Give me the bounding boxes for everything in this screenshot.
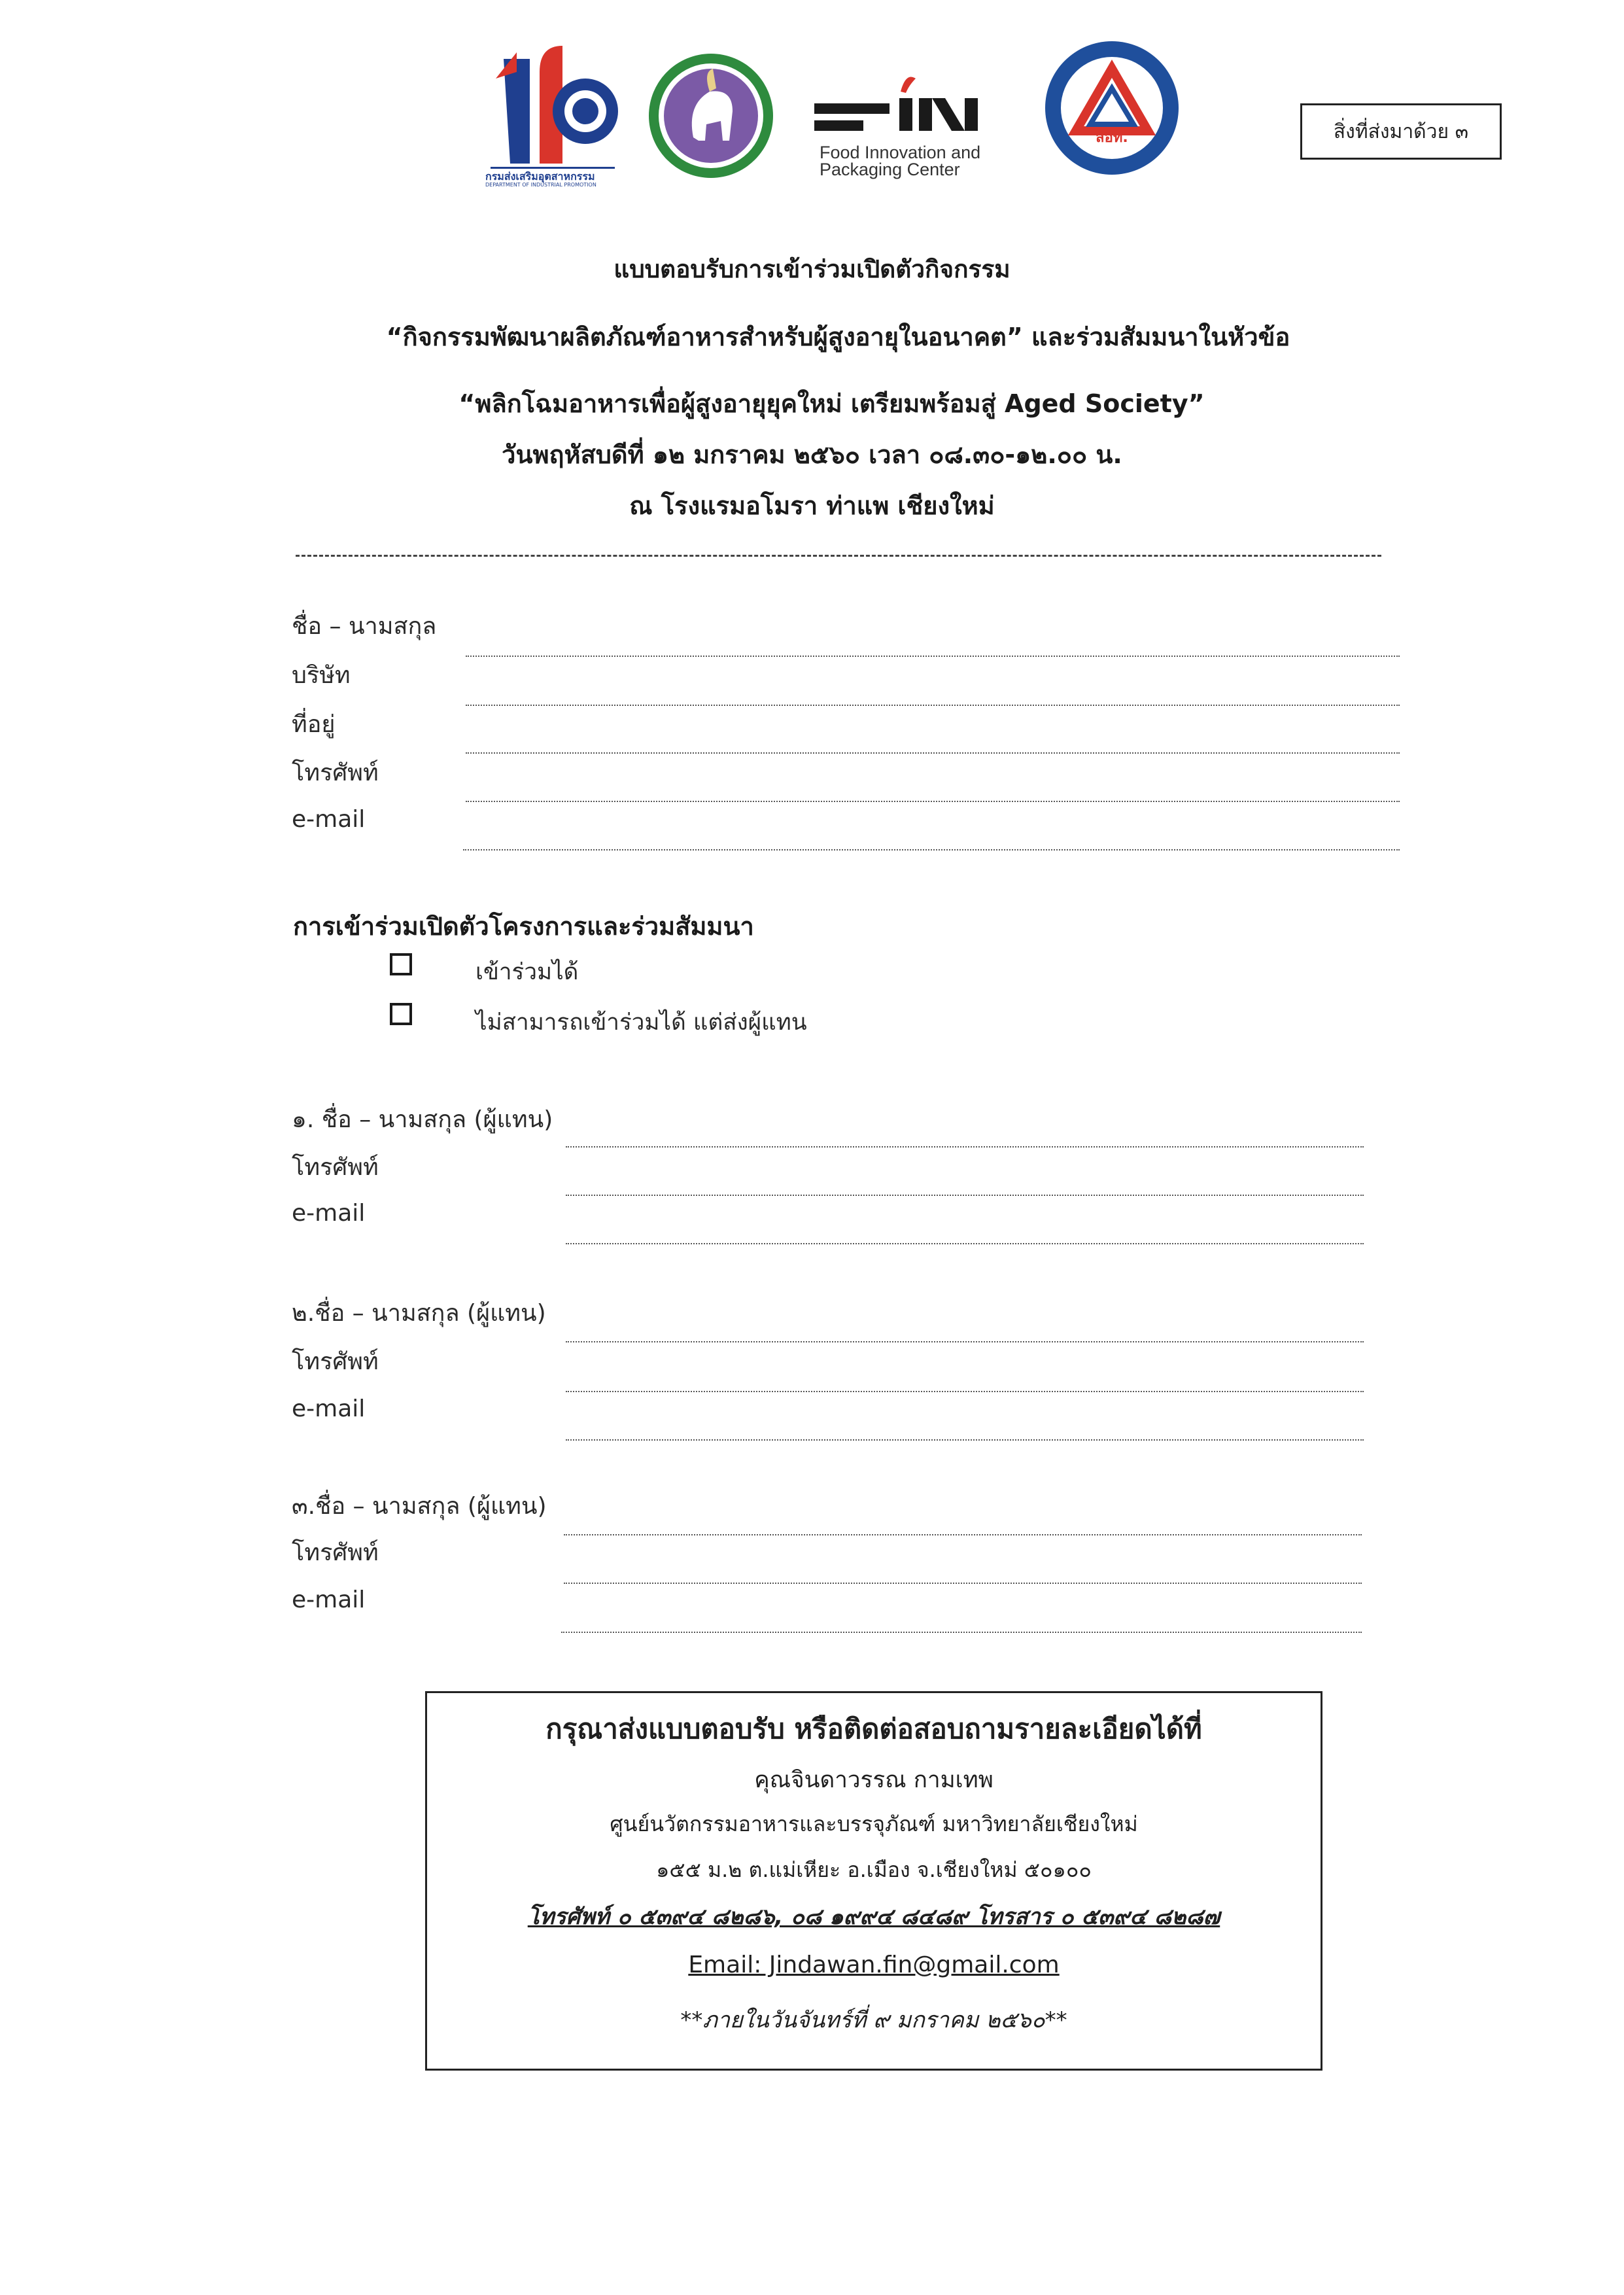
rep3-name-label: ๓.ชื่อ – นามสกุล (ผู้แทน) [292,1493,547,1520]
rep1-phone-field[interactable] [566,1195,1364,1196]
contact-person: คุณจินดาวรรณ กามเทพ [754,1767,993,1793]
cmu-logo [648,52,775,180]
attend-checkbox[interactable] [390,953,412,975]
dip-logo [484,33,621,190]
dip-logo-mark [484,33,621,190]
fin-logo-mark [814,65,1011,144]
phone-field[interactable] [466,801,1400,802]
rep2-name-field[interactable] [566,1341,1364,1342]
rep1-email-label: e-mail [292,1200,366,1227]
email-field[interactable] [463,849,1400,850]
dip-logo-text: กรมส่งเสริมอุตสาหกรรม [485,170,595,183]
send-representative-label: ไม่สามารถเข้าร่วมได้ แต่ส่งผู้แทน [475,1009,807,1036]
fin-logo-text-line2: Packaging Center [820,160,960,179]
rep1-phone-label: โทรศัพท์ [292,1154,379,1181]
tisi-logo [1043,39,1181,177]
fin-logo-text-line1: Food Innovation and [820,143,981,162]
phone-label: โทรศัพท์ [292,760,379,786]
contact-organization: ศูนย์นวัตกรรมอาหารและบรรจุภัณฑ์ มหาวิทยาลัยเชียงใหม่ [610,1812,1138,1836]
rep2-phone-label: โทรศัพท์ [292,1348,379,1375]
seminar-topic: “พลิกโฉมอาหารเพื่อผู้สูงอายุยุคใหม่ เตรียมพร้อมสู่ Aged Society” [458,389,1205,418]
company-field[interactable] [466,705,1400,706]
tisi-logo-text: สอท. [1096,130,1128,146]
rep3-phone-field[interactable] [564,1583,1362,1584]
event-date: วันพฤหัสบดีที่ ๑๒ มกราคม ๒๕๖๐ เวลา ๐๘.๓๐-๑๒.๐๐ น. [502,440,1122,469]
tisi-logo-mark [1043,39,1181,177]
rep1-name-label: ๑. ชื่อ – นามสกุล (ผู้แทน) [292,1106,553,1133]
rep1-email-field[interactable] [566,1243,1364,1244]
contact-phone: โทรศัพท์ ๐ ๕๓๙๔ ๘๒๘๖, ๐๘ ๑๙๙๔ ๘๔๘๙ โทรสาร ๐ ๕๓๙๔ ๘๒๘๗ [527,1904,1220,1930]
contact-box [425,1691,1322,2071]
rep3-phone-label: โทรศัพท์ [292,1539,379,1566]
rep2-name-label: ๒.ชื่อ – นามสกุล (ผู้แทน) [292,1300,546,1327]
name-field[interactable] [466,656,1400,657]
address-label: ที่อยู่ [292,711,336,738]
cmu-logo-mark [648,52,775,180]
email-label: e-mail [292,806,366,833]
rep1-name-field[interactable] [566,1146,1364,1148]
send-representative-checkbox[interactable] [390,1003,412,1025]
fin-logo [814,65,1011,190]
rep3-email-field[interactable] [561,1632,1362,1633]
enclosure-label: สิ่งที่ส่งมาด้วย ๓ [1300,103,1502,160]
rep3-name-field[interactable] [564,1534,1362,1535]
rep2-email-field[interactable] [566,1439,1364,1441]
contact-address: ๑๕๕ ม.๒ ต.แม่เหียะ อ.เมือง จ.เชียงใหม่ ๕๐๑๐๐ [656,1857,1092,1882]
fin-logo-text [820,144,1029,178]
contact-title: กรุณาส่งแบบตอบรับ หรือติดต่อสอบถามรายละเอียดได้ที่ [545,1713,1202,1745]
attendance-title: การเข้าร่วมเปิดตัวโครงการและร่วมสัมมนา [293,912,754,941]
event-title: “กิจกรรมพัฒนาผลิตภัณฑ์อาหารสำหรับผู้สูงอายุในอนาคต” และร่วมสัมมนาในหัวข้อ [386,323,1290,351]
rep2-email-label: e-mail [292,1395,366,1422]
rep3-email-label: e-mail [292,1586,366,1613]
company-label: บริษัท [292,662,351,689]
attend-option-label: เข้าร่วมได้ [475,959,579,985]
form-title: แบบตอบรับการเข้าร่วมเปิดตัวกิจกรรม [613,255,1011,283]
dip-logo-subtext: DEPARTMENT OF INDUSTRIAL PROMOTION [485,182,596,188]
event-venue: ณ โรงแรมอโมรา ท่าแพ เชียงใหม่ [629,491,995,520]
response-deadline: **ภายในวันจันทร์ที่ ๙ มกราคม ๒๕๖๐** [680,2007,1067,2033]
contact-email-link[interactable]: Email: Jindawan.fin@gmail.com [688,1952,1060,1978]
name-label: ชื่อ – นามสกุล [292,613,437,640]
section-divider [296,555,1381,557]
address-field[interactable] [466,752,1400,754]
rep2-phone-field[interactable] [566,1391,1364,1392]
